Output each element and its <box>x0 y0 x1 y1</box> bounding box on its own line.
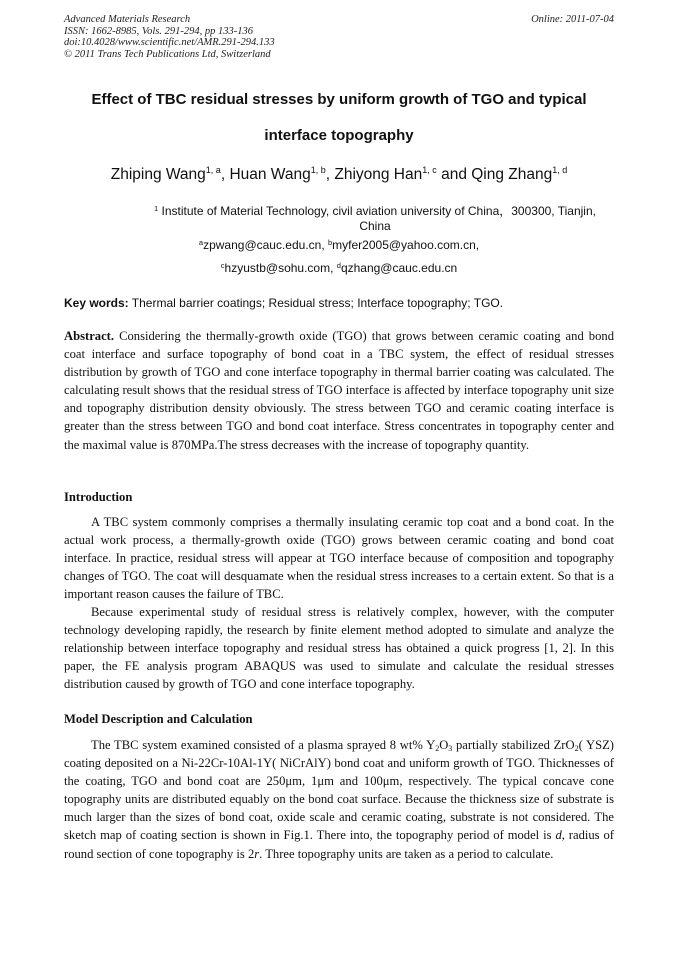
model-text: , radius of round section of cone topography is 2 <box>64 828 614 861</box>
affiliation <box>140 204 610 233</box>
model-text: partially stabilized ZrO <box>452 738 575 752</box>
email-c[interactable]: hzyustb@sohu.com, <box>224 261 337 275</box>
author-sup: 1, a <box>205 165 221 175</box>
copyright-line: © 2011 Trans Tech Publications Ltd, Switzerland <box>64 48 271 60</box>
abstract-text: Considering the thermally-growth oxide (TGO) that grows between ceramic coating and bond coat interface and surface topography of bond coat in a TBC system, the effect of residual stresses distribution by growth of TGO and cone interface topography in thermal barrier coating was calculated. The calculating result shows that the residual stress of TGO interface is affected by interface topography unit size and topography distribution density obviously. The stress between TGO and ceramic coating interface is greater than the stress between TGO and bond coat interface. Stress concentrates in topography center and the maximal value is 870MPa.The stress decreases with the increase of topography quantity. <box>64 329 614 452</box>
model-text: The TBC system examined consisted of a plasma sprayed 8 wt% Y <box>91 738 436 752</box>
email-line-2 <box>40 261 638 275</box>
model-text: . Three topography units are taken as a period to calculate. <box>259 846 554 861</box>
model-paragraph-1 <box>64 736 614 863</box>
abstract <box>64 327 614 454</box>
affiliation-sup: 1 <box>154 204 159 213</box>
journal-header <box>64 14 275 60</box>
email-b[interactable]: myfer2005@yahoo.com.cn, <box>332 238 480 252</box>
section-heading-introduction: Introduction <box>64 490 133 504</box>
keywords-label: Key words: <box>64 296 129 310</box>
paper-title-line-2: interface topography <box>264 127 414 144</box>
subscript: 2 <box>574 744 579 753</box>
subscript: 2 <box>435 744 440 753</box>
affiliation-text: Institute of Material Technology, civil aviation university of China，300300, Tianjin, China <box>158 204 596 233</box>
author-list <box>30 166 648 184</box>
author-separator: and <box>436 166 472 183</box>
model-text: ( YSZ) coating deposited on a Ni-22Cr-10Al-1Y( NiCrAlY) bond coat and uniform growth of TGO. Thicknesses of the coating, TGO and bond coat are 250μm, 1μm and 100μm, respectively. The typical concave cone topography units are distributed equably on the bond coat surface. Because the thickness size of substrate is much larger than the sizes of bond coat, oxide scale and ceramic coating, substrate is not considered. The sketch map of coating section is shown in Fig.1. There into, the topography period of model is <box>64 738 614 843</box>
journal-name: Advanced Materials Research <box>64 14 191 25</box>
variable-d: d <box>555 828 562 843</box>
email-sup: d <box>336 261 341 270</box>
variable-r: r <box>254 846 260 861</box>
keywords <box>64 296 624 310</box>
email-sup: b <box>328 238 333 247</box>
author-separator: , <box>325 166 335 183</box>
email-d[interactable]: qzhang@cauc.edu.cn <box>340 261 458 275</box>
author-name: Zhiping Wang <box>110 166 206 183</box>
email-line-1 <box>40 238 638 252</box>
abstract-label: Abstract. <box>64 329 115 343</box>
section-heading-model: Model Description and Calculation <box>64 712 253 726</box>
author-sup: 1, b <box>310 165 326 175</box>
doi-line: doi:10.4028/www.scientific.net/AMR.291-294.133 <box>64 37 275 48</box>
paper-title-line-1: Effect of TBC residual stresses by uniform growth of TGO and typical <box>91 91 587 108</box>
author-sup: 1, d <box>552 165 568 175</box>
author-separator: , <box>220 166 230 183</box>
issn-line: ISSN: 1662-8985, Vols. 291-294, pp 133-136 <box>64 25 253 37</box>
intro-paragraph-2: Because experimental study of residual stress is relatively complex, however, with the computer technology developing rapidly, the research by finite element method adopted to simulate and analyze the relationship between interface topography and residual stress has obtained a quick progress [1, 2]. In this paper, the FE analysis program ABAQUS was used to simulate and calculate the residual stresses distribution caused by growth of TGO and cone interface topography. <box>64 605 614 692</box>
author-name: Huan Wang <box>229 166 311 183</box>
author-sup: 1, c <box>422 165 437 175</box>
intro-paragraph-1: A TBC system commonly comprises a thermally insulating ceramic top coat and a bond coat. In the actual work process, a thermally-growth oxide (TGO) grows between ceramic coating and bond coat interface. In practice, residual stress will appear at TGO interface because of composition and topography changes of TGO. The coat will desquamate when the residual stress increases to a certain extent. So that is a important reason causes the failure of TBC. <box>64 515 614 602</box>
model-text: O <box>439 738 449 752</box>
email-sup: a <box>198 238 204 247</box>
subscript: 3 <box>448 744 453 753</box>
email-sup: c <box>220 261 225 270</box>
keywords-text: Thermal barrier coatings; Residual stress; Interface topography; TGO. <box>128 296 504 310</box>
author-name: Zhiyong Han <box>334 166 423 183</box>
author-name: Qing Zhang <box>471 166 553 183</box>
online-date: Online: 2011-07-04 <box>531 14 614 25</box>
email-a[interactable]: zpwang@cauc.edu.cn, <box>203 238 328 252</box>
